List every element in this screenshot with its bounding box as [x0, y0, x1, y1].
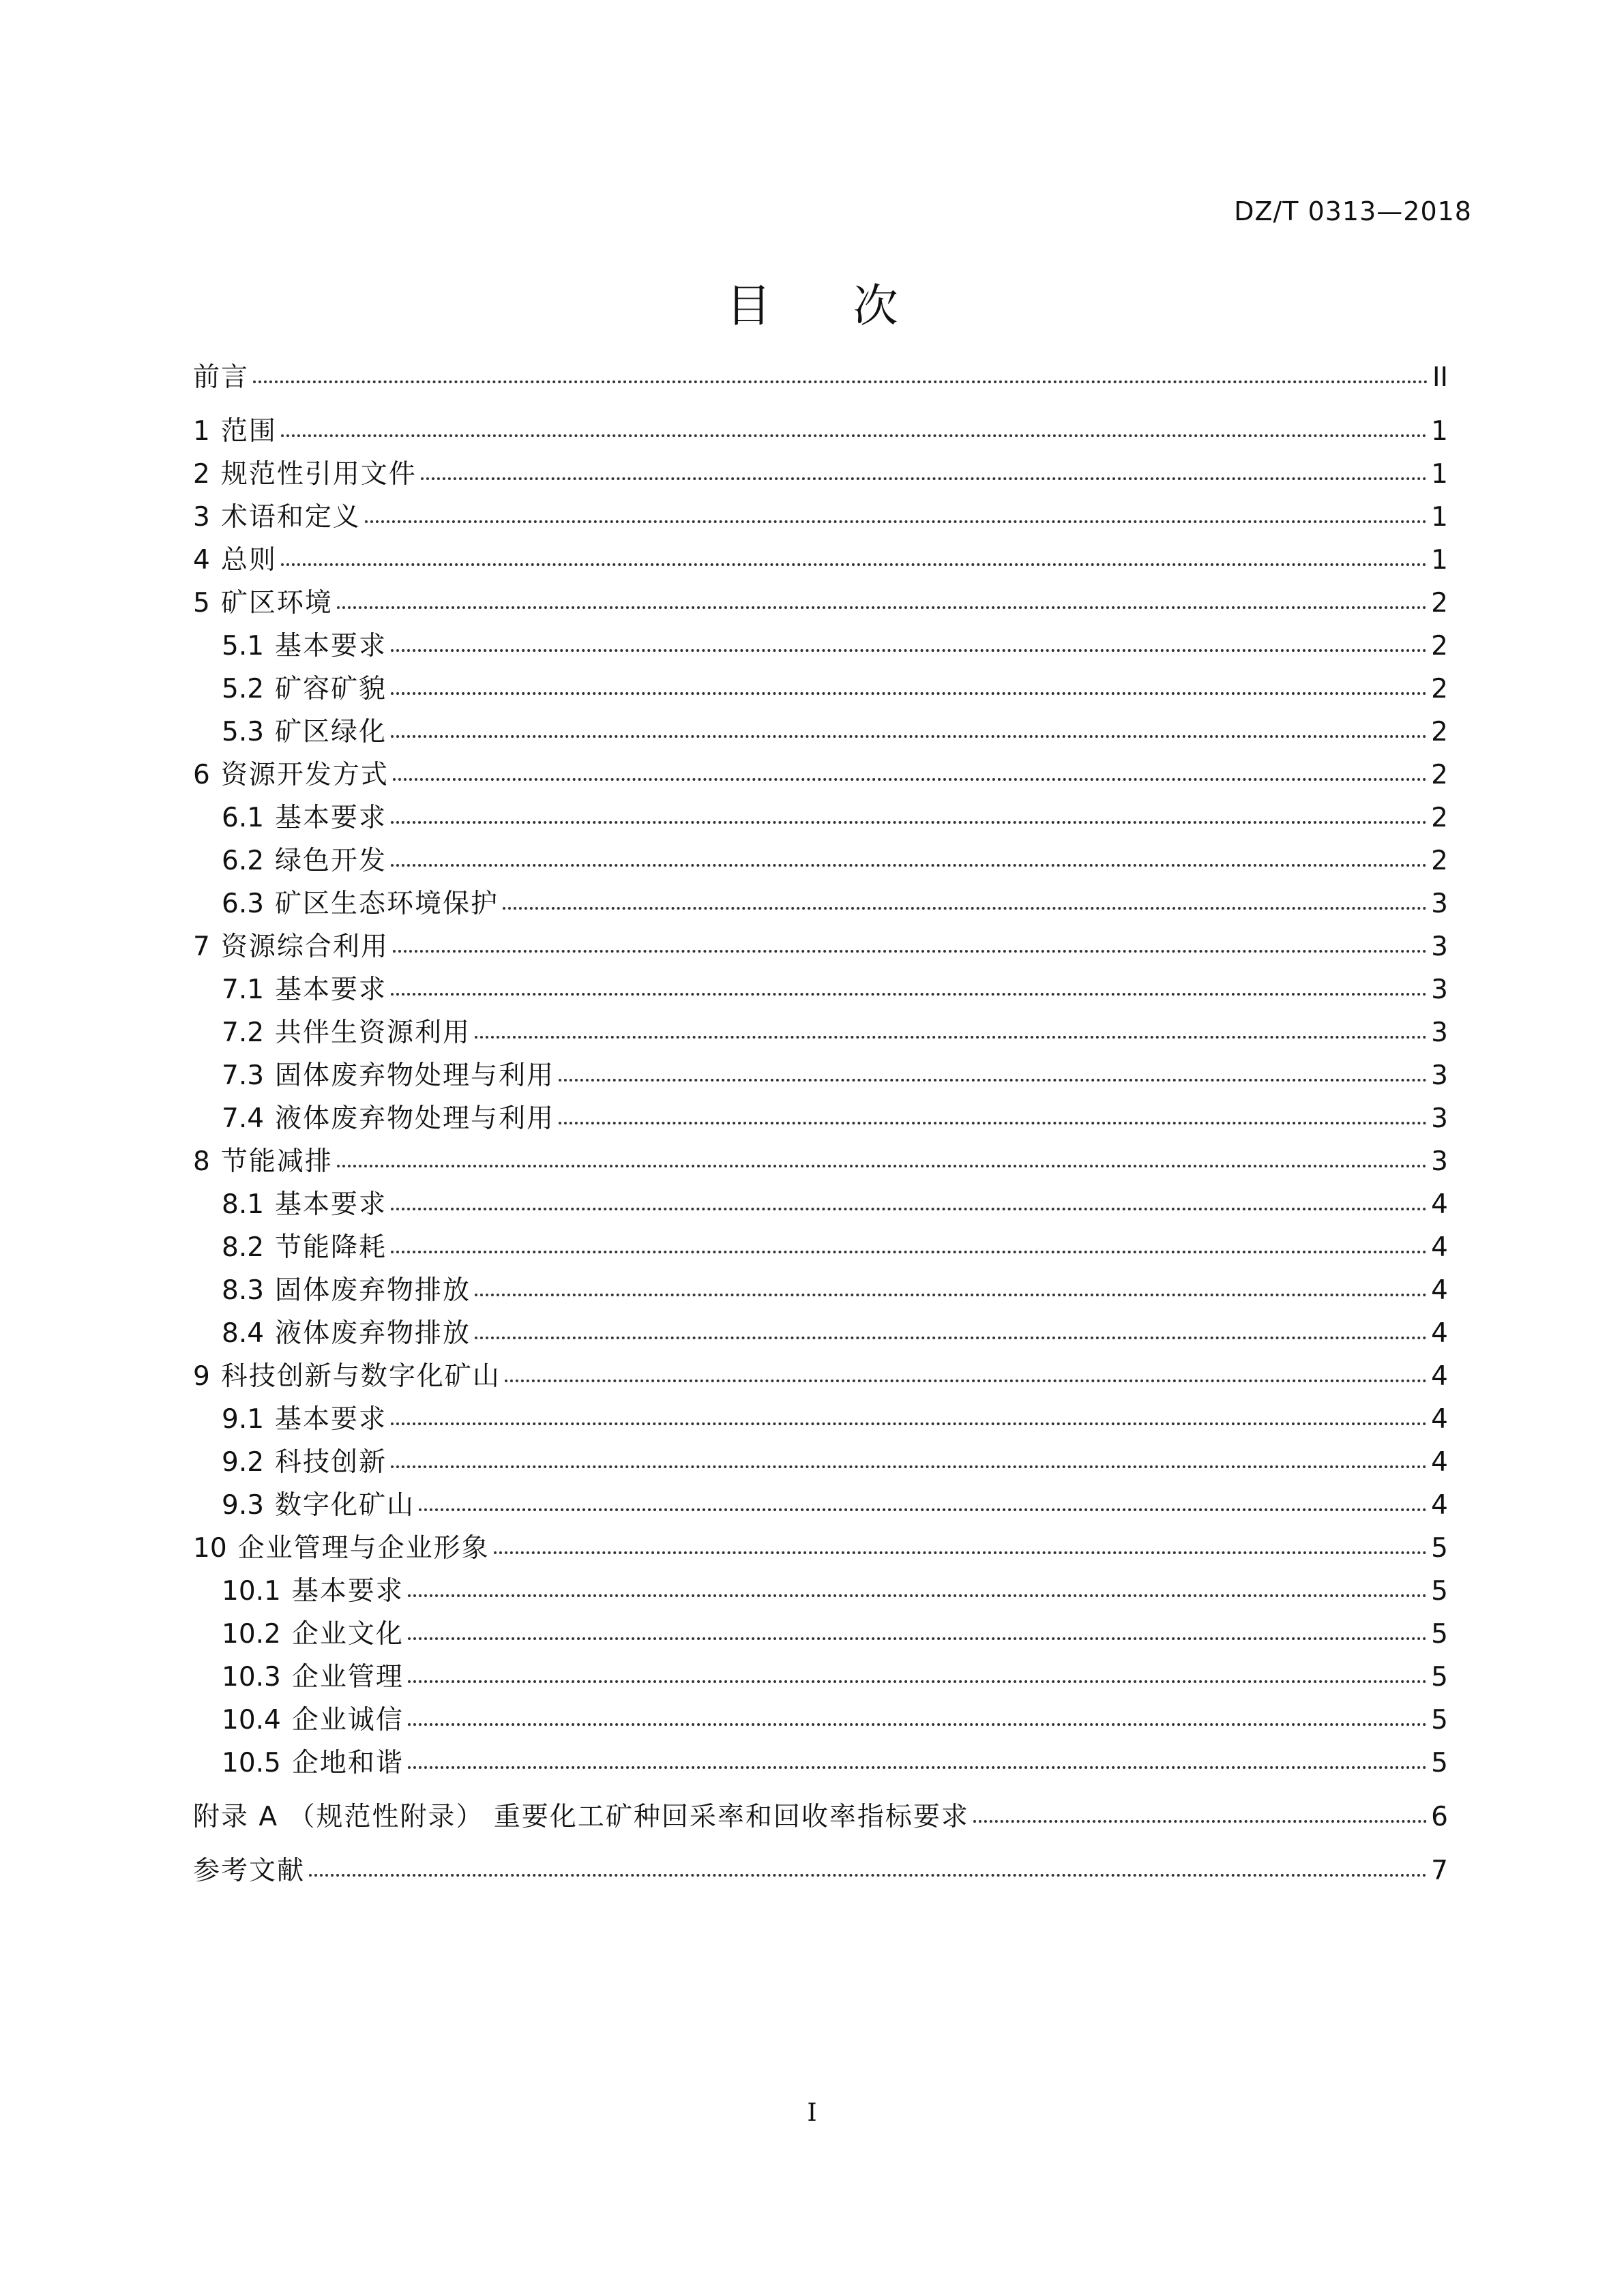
toc-entry[interactable]: [193, 1527, 1448, 1570]
toc-entry-label: 企业文化: [291, 1619, 404, 1650]
toc-dot-leader: [391, 1251, 1427, 1253]
toc-entry-label: 科技创新与数字化矿山: [220, 1361, 501, 1392]
toc-entry-page: 5: [1431, 1576, 1448, 1607]
toc-entry-page: 5: [1431, 1748, 1448, 1778]
toc-entry[interactable]: [193, 496, 1448, 539]
toc-entry-page: 2: [1431, 674, 1448, 704]
toc-entry[interactable]: [193, 1613, 1448, 1656]
toc-entry-page: 2: [1431, 717, 1448, 747]
toc-entry-page: 5: [1431, 1533, 1448, 1564]
toc-entry-number: 7.3: [222, 1060, 265, 1091]
toc-entry-label: 绿色开发: [275, 846, 387, 876]
toc-entry-number: 8: [193, 1146, 210, 1177]
toc-entry-page: 1: [1431, 416, 1448, 447]
toc-dot-leader: [408, 1594, 1427, 1597]
toc-entry-page: 4: [1431, 1232, 1448, 1263]
toc-entry[interactable]: [193, 796, 1448, 839]
toc-entry-label: 前言: [193, 362, 250, 393]
toc-entry-label: 基本要求: [275, 974, 387, 1005]
toc-entry-label: 范围: [220, 416, 277, 447]
toc-entry-label: 固体废弃物处理与利用: [275, 1060, 555, 1091]
toc-entry[interactable]: [193, 925, 1448, 968]
toc-entry[interactable]: [193, 410, 1448, 453]
toc-entry-number: 7.4: [222, 1103, 265, 1134]
toc-dot-leader: [281, 563, 1427, 566]
toc-entry-page: 2: [1431, 760, 1448, 790]
toc-entry-number: 3: [193, 502, 210, 533]
toc-entry[interactable]: [193, 1269, 1448, 1312]
toc-dot-leader: [503, 907, 1427, 910]
toc-entry-label: 基本要求: [275, 1189, 387, 1220]
toc-entry[interactable]: [193, 882, 1448, 925]
toc-entry-label: 节能降耗: [275, 1232, 387, 1263]
toc-entry[interactable]: [193, 1226, 1448, 1269]
toc-entry-number: 6: [193, 760, 210, 790]
toc-entry-label: 共伴生资源利用: [275, 1017, 471, 1048]
toc-dot-leader: [365, 520, 1427, 523]
toc-entry-label: 固体废弃物排放: [275, 1275, 471, 1306]
toc-entry-label: 基本要求: [275, 631, 387, 661]
toc-entry-number: 10: [193, 1533, 227, 1564]
toc-entry-label: 总则: [220, 545, 277, 576]
toc-entry-page: 3: [1431, 1103, 1448, 1134]
toc-entry-label: 企地和谐: [291, 1748, 404, 1778]
toc-entry-page: 4: [1431, 1490, 1448, 1521]
toc-entry-label: 参考文献: [193, 1855, 306, 1886]
toc-entry[interactable]: [193, 668, 1448, 711]
toc-entry[interactable]: [193, 539, 1448, 582]
toc-entry-page: 3: [1431, 1060, 1448, 1091]
toc-entry-label: 企业管理: [291, 1662, 404, 1693]
toc-entry-number: 7: [193, 931, 210, 962]
toc-entry-page: 1: [1431, 459, 1448, 490]
toc-entry-page: 5: [1431, 1619, 1448, 1650]
toc-dot-leader: [281, 434, 1427, 437]
toc-dot-leader: [391, 993, 1427, 996]
toc-entry-number: 9.2: [222, 1447, 265, 1478]
toc-entry[interactable]: [193, 356, 1448, 399]
toc-entry[interactable]: [193, 711, 1448, 754]
toc-entry[interactable]: [193, 1097, 1448, 1140]
toc-dot-leader: [973, 1820, 1427, 1823]
toc-entry-number: 1: [193, 416, 210, 447]
toc-entry-page: 1: [1431, 502, 1448, 533]
toc-dot-leader: [475, 1337, 1427, 1339]
toc-entry[interactable]: [193, 1398, 1448, 1441]
toc-dot-leader: [337, 606, 1427, 609]
toc-entry-number: 6.2: [222, 846, 265, 876]
toc-entry-number: 5.1: [222, 631, 265, 661]
toc-entry-page: 2: [1431, 588, 1448, 618]
toc-entry-page: 4: [1431, 1404, 1448, 1435]
toc-dot-leader: [408, 1766, 1427, 1769]
toc-dot-leader: [393, 950, 1427, 953]
toc-entry-label: 资源综合利用: [220, 931, 389, 962]
toc-entry-page: 4: [1431, 1447, 1448, 1478]
toc-entry[interactable]: [193, 1849, 1448, 1892]
toc-dot-leader: [393, 778, 1427, 781]
toc-entry-label: 矿容矿貌: [275, 674, 387, 704]
toc-entry-label: 科技创新: [275, 1447, 387, 1478]
toc-entry-number: 10.4: [222, 1705, 281, 1735]
toc-dot-leader: [505, 1380, 1427, 1382]
toc-entry-page: 3: [1431, 1146, 1448, 1177]
toc-entry-number: 10.1: [222, 1576, 281, 1607]
page-title: 目次: [726, 280, 980, 332]
toc-entry-page: 4: [1431, 1275, 1448, 1306]
toc-entry[interactable]: [193, 1183, 1448, 1226]
toc-dot-leader: [494, 1551, 1428, 1554]
toc-dot-leader: [391, 821, 1427, 824]
toc-dot-leader: [475, 1036, 1427, 1039]
toc-entry-number: 6.3: [222, 889, 265, 919]
toc-dot-leader: [421, 477, 1427, 480]
toc-dot-leader: [419, 1508, 1427, 1511]
toc-entry-number: 2: [193, 459, 210, 490]
toc-entry-number: 6.1: [222, 803, 265, 833]
toc-entry-label: 液体废弃物排放: [275, 1318, 471, 1349]
toc-entry[interactable]: [193, 1484, 1448, 1527]
toc-entry[interactable]: [193, 1355, 1448, 1398]
toc-dot-leader: [391, 649, 1427, 652]
toc-entry-number: 10.2: [222, 1619, 281, 1650]
toc-entry-page: 3: [1431, 974, 1448, 1005]
toc-entry[interactable]: [193, 1312, 1448, 1355]
toc-entry[interactable]: [193, 625, 1448, 668]
toc-entry-label: 企业诚信: [291, 1705, 404, 1735]
toc-entry[interactable]: [193, 1054, 1448, 1097]
toc-entry-page: 4: [1431, 1318, 1448, 1349]
toc-entry-number: 10.3: [222, 1662, 281, 1693]
toc-dot-leader: [391, 692, 1427, 695]
toc-entry-page: II: [1432, 362, 1448, 393]
toc-entry-number: 9: [193, 1361, 210, 1392]
toc-entry-number: 8.1: [222, 1189, 265, 1220]
toc-entry-number: 7.1: [222, 974, 265, 1005]
toc-entry[interactable]: [193, 1656, 1448, 1699]
toc-entry-label: 企业管理与企业形象: [237, 1533, 490, 1564]
toc-entry-label: 资源开发方式: [220, 760, 389, 790]
toc-entry-number: 8.2: [222, 1232, 265, 1263]
toc-entry-page: 2: [1431, 846, 1448, 876]
toc-entry-number: 5.2: [222, 674, 265, 704]
toc-entry[interactable]: [193, 1570, 1448, 1613]
toc-entry[interactable]: [193, 1441, 1448, 1484]
toc-entry-page: 3: [1431, 1017, 1448, 1048]
toc-dot-leader: [391, 735, 1427, 738]
toc-dot-leader: [475, 1294, 1427, 1296]
toc-entry-page: 1: [1431, 545, 1448, 576]
toc-entry-label: 矿区绿化: [275, 717, 387, 747]
toc-entry-number: 10.5: [222, 1748, 281, 1778]
toc-dot-leader: [391, 1465, 1427, 1468]
toc-dot-leader: [408, 1637, 1427, 1640]
toc-entry-number: 5: [193, 588, 210, 618]
toc-dot-leader: [408, 1723, 1427, 1726]
toc-entry-number: 8.3: [222, 1275, 265, 1306]
toc-entry-page: 6: [1431, 1802, 1448, 1832]
toc-entry-label: 液体废弃物处理与利用: [275, 1103, 555, 1134]
toc-entry[interactable]: [193, 453, 1448, 496]
toc-entry-label: 基本要求: [275, 1404, 387, 1435]
toc-entry-label: 数字化矿山: [275, 1490, 415, 1521]
toc-entry-page: 5: [1431, 1705, 1448, 1735]
toc-entry-label: 术语和定义: [220, 502, 361, 533]
toc-entry-page: 3: [1431, 889, 1448, 919]
toc-entry-label: 基本要求: [275, 803, 387, 833]
toc-entry-page: 7: [1431, 1855, 1448, 1886]
toc-entry-number: 9.1: [222, 1404, 265, 1435]
toc-dot-leader: [408, 1680, 1427, 1683]
toc-entry[interactable]: [193, 968, 1448, 1011]
toc-entry-page: 2: [1431, 631, 1448, 661]
toc-entry-label: 节能减排: [220, 1146, 333, 1177]
toc-entry-page: 3: [1431, 931, 1448, 962]
toc-dot-leader: [337, 1165, 1427, 1167]
toc-entry-page: 4: [1431, 1189, 1448, 1220]
toc-entry-number: 9.3: [222, 1490, 265, 1521]
toc-entry[interactable]: [193, 1795, 1448, 1838]
toc-dot-leader: [391, 1422, 1427, 1425]
toc-entry[interactable]: [193, 582, 1448, 625]
toc-entry-number: 7.2: [222, 1017, 265, 1048]
toc-entry[interactable]: [193, 1699, 1448, 1742]
toc-dot-leader: [253, 381, 1428, 383]
toc-entry-number: 8.4: [222, 1318, 265, 1349]
toc-dot-leader: [559, 1079, 1427, 1082]
toc-entry[interactable]: [193, 1742, 1448, 1785]
toc-entry-label: 规范性引用文件: [220, 459, 417, 490]
toc-entry[interactable]: [193, 754, 1448, 796]
toc-entry-number: 4: [193, 545, 210, 576]
toc-entry[interactable]: [193, 839, 1448, 882]
toc-entry[interactable]: [193, 1140, 1448, 1183]
toc-entry-label: 矿区生态环境保护: [275, 889, 499, 919]
toc-dot-leader: [391, 1208, 1427, 1210]
toc-dot-leader: [309, 1874, 1427, 1877]
toc-entry-label: 基本要求: [291, 1576, 404, 1607]
toc-entry-label: 矿区环境: [220, 588, 333, 618]
toc-entry[interactable]: [193, 1011, 1448, 1054]
toc-entry-page: 5: [1431, 1662, 1448, 1693]
page-number: I: [807, 2099, 817, 2127]
toc-entry-page: 2: [1431, 803, 1448, 833]
document-code: DZ/T 0313—2018: [1234, 196, 1472, 226]
toc-dot-leader: [391, 864, 1427, 867]
table-of-contents: [193, 356, 1448, 1892]
toc-entry-number: 5.3: [222, 717, 265, 747]
toc-entry-page: 4: [1431, 1361, 1448, 1392]
toc-dot-leader: [559, 1122, 1427, 1124]
toc-entry-label: 附录 A （规范性附录） 重要化工矿种回采率和回收率指标要求: [193, 1802, 969, 1832]
